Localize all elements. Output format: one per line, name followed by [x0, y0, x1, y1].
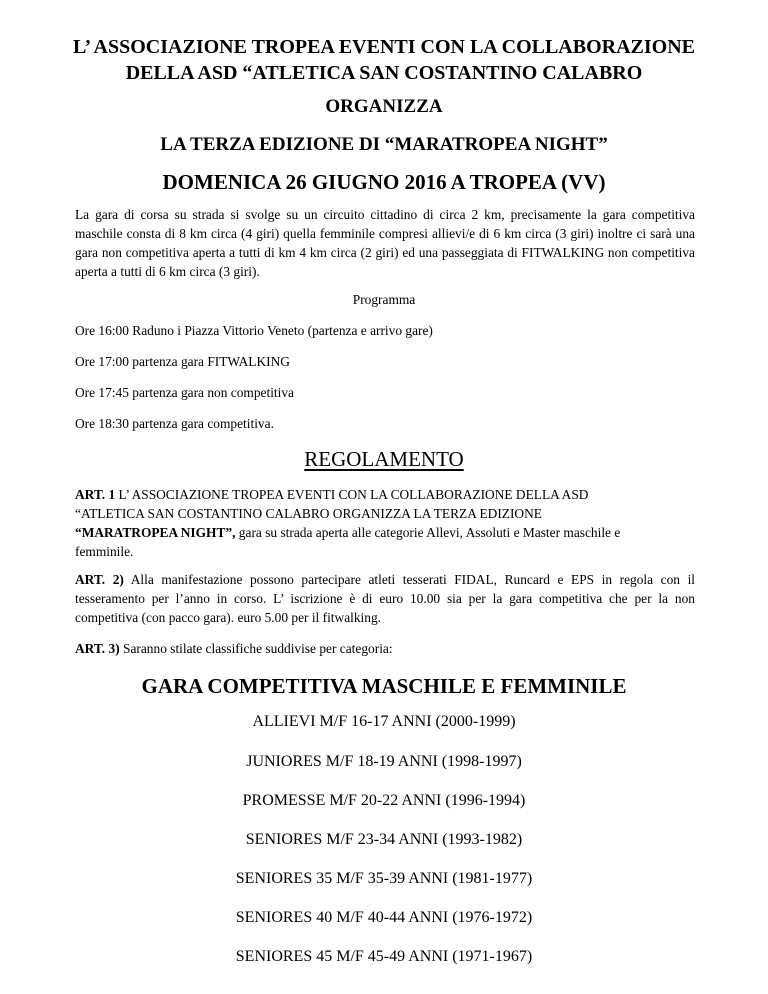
- programma-item-1: Ore 16:00 Raduno i Piazza Vittorio Veneto (partenza e arrivo gare): [75, 323, 433, 338]
- art1-line-2: “ATLETICA SAN COSTANTINO CALABRO ORGANIZZA LA TERZA EDIZIONE: [75, 506, 542, 521]
- art3-text: Saranno stilate classifiche suddivise per categoria:: [119, 641, 393, 656]
- category-promesse: PROMESSE M/F 20-22 ANNI (1996-1994): [242, 792, 526, 809]
- edizione-heading: LA TERZA EDIZIONE DI “MARATROPEA NIGHT”: [160, 134, 608, 155]
- programma-title: Programma: [352, 292, 416, 307]
- category-allievi: ALLIEVI M/F 16-17 ANNI (2000-1999): [252, 713, 516, 730]
- art1-line-1: [75, 485, 715, 504]
- date-heading: DOMENICA 26 GIUGNO 2016 A TROPEA (VV): [162, 170, 606, 194]
- art2-text: Alla manifestazione possono partecipare atleti tesserati FIDAL, Runcard e EPS in regola con il tesseramento per l’anno in corso. L’ iscrizione è di euro 10.00 sia per la gara competitiva che per la non competitiva (con pacco gara). euro 5.00 per il fitwalking.: [75, 572, 696, 625]
- regolamento-heading: REGOLAMENTO: [304, 447, 464, 471]
- header-line-2: DELLA ASD “ATLETICA SAN COSTANTINO CALABRO: [125, 62, 643, 84]
- header-line-1: L’ ASSOCIAZIONE TROPEA EVENTI CON LA COLLABORAZIONE: [72, 36, 695, 58]
- art3-line: [75, 640, 393, 658]
- art2-paragraph: [75, 570, 695, 627]
- art1-block: [75, 485, 715, 561]
- category-juniores: JUNIORES M/F 18-19 ANNI (1998-1997): [246, 753, 522, 770]
- art1-line-4: femminile.: [75, 544, 134, 559]
- category-seniores: SENIORES M/F 23-34 ANNI (1993-1982): [245, 831, 523, 848]
- art1-bold-name: “MARATROPEA NIGHT”,: [75, 525, 236, 540]
- art2-label: ART. 2): [75, 572, 124, 587]
- programma-item-3: Ore 17:45 partenza gara non competitiva: [75, 385, 294, 400]
- art1-text-1: L’ ASSOCIAZIONE TROPEA EVENTI CON LA COLLABORAZIONE DELLA ASD: [115, 487, 589, 502]
- art3-label: ART. 3): [75, 641, 120, 656]
- category-seniores-40: SENIORES 40 M/F 40-44 ANNI (1976-1972): [235, 909, 533, 926]
- programma-item-4: Ore 18:30 partenza gara competitiva.: [75, 416, 274, 431]
- art1-text-3: gara su strada aperta alle categorie Allevi, Assoluti e Master maschile e: [235, 525, 621, 540]
- gara-competitiva-heading: GARA COMPETITIVA MASCHILE E FEMMINILE: [141, 674, 627, 698]
- intro-paragraph: La gara di corsa su strada si svolge su un circuito cittadino di circa 2 km, precisamente la gara competitiva maschile consta di 8 km circa (4 giri) quella femminile compresi allievi/e di 6 km circa (3 giri) inoltre ci sarà una gara non competitiva aperta a tutti di km 4 km circa (2 giri) ed una passeggiata di FITWALKING non competitiva aperta a tutti di 6 km circa (3 giri).: [75, 207, 695, 279]
- art1-label: ART. 1: [75, 487, 116, 502]
- art1-line-3: [75, 523, 715, 542]
- organizza-heading: ORGANIZZA: [325, 96, 443, 117]
- programma-item-2: Ore 17:00 partenza gara FITWALKING: [75, 354, 290, 369]
- category-seniores-35: SENIORES 35 M/F 35-39 ANNI (1981-1977): [235, 870, 533, 887]
- category-seniores-45: SENIORES 45 M/F 45-49 ANNI (1971-1967): [235, 948, 533, 965]
